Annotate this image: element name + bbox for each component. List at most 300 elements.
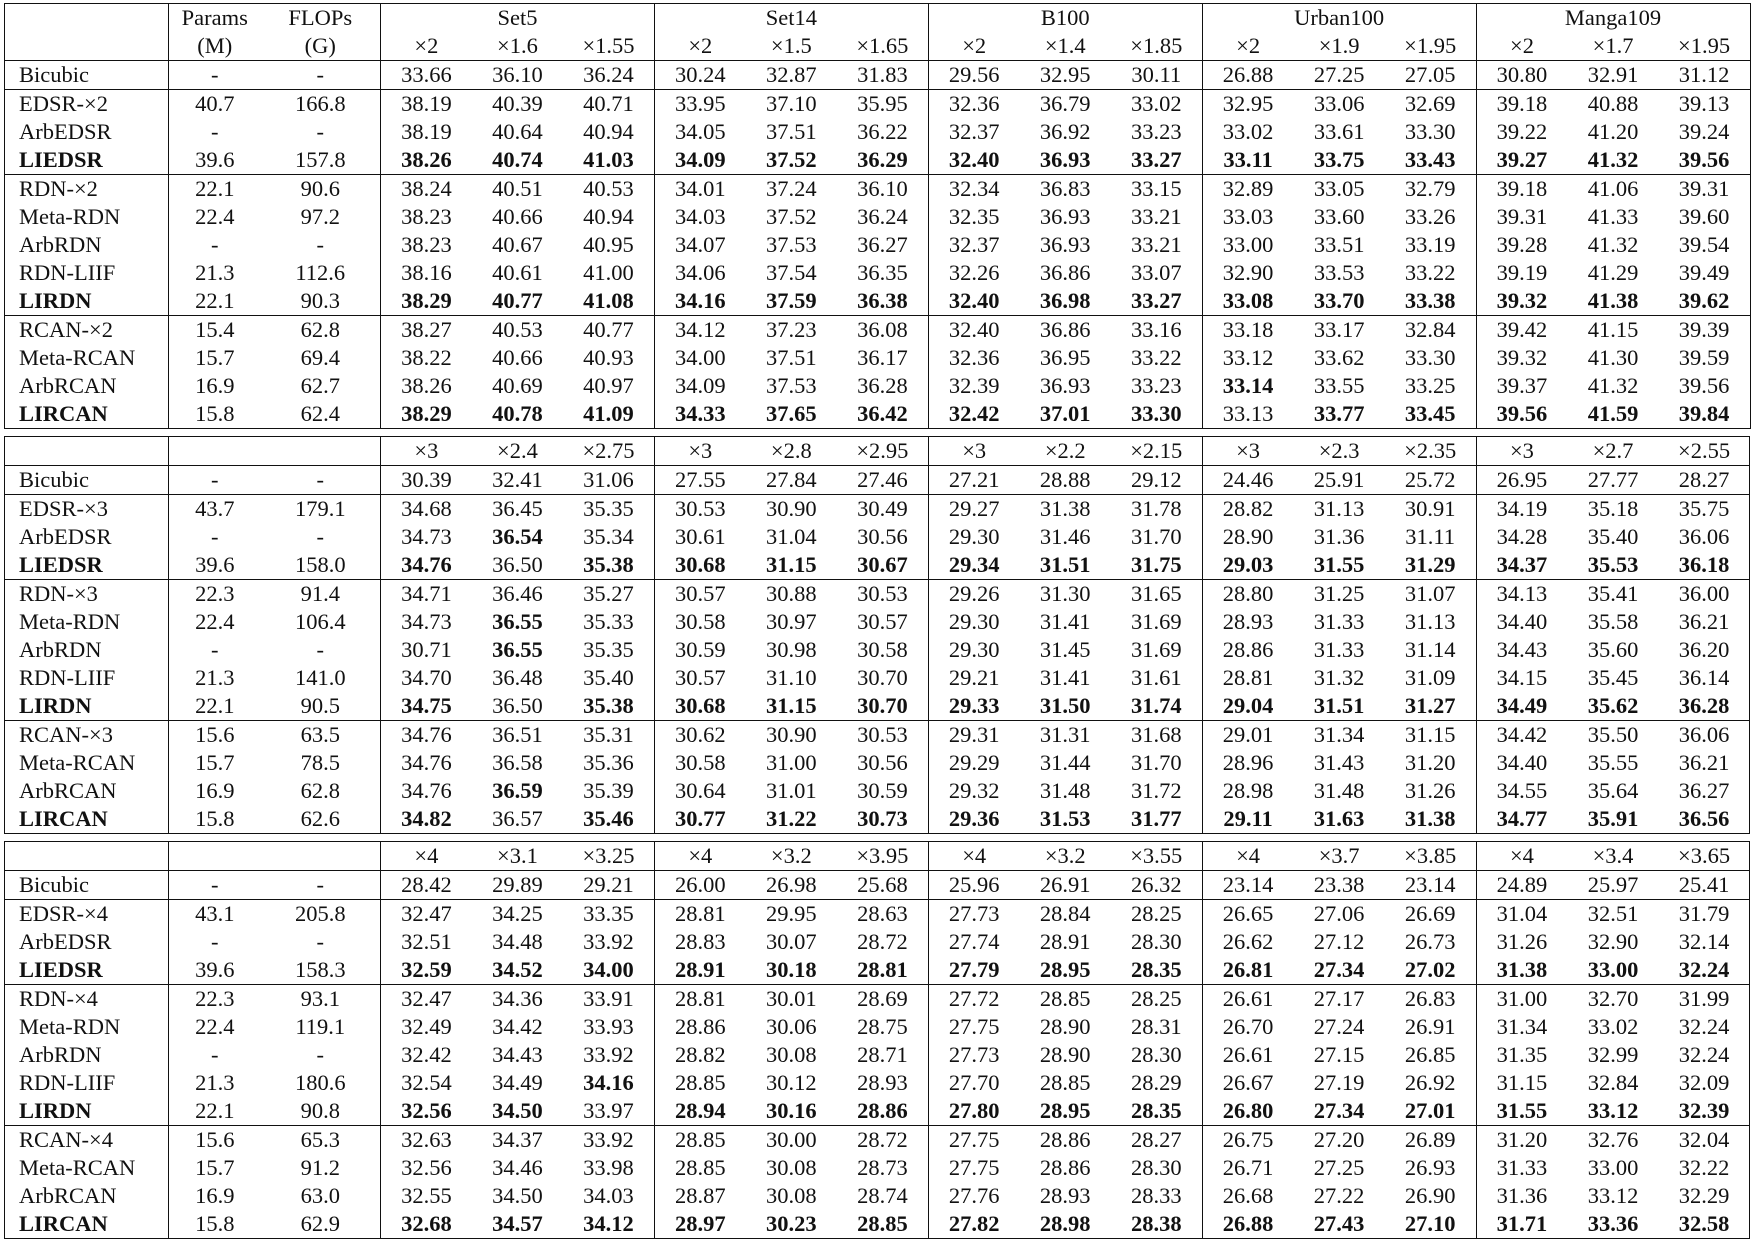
psnr-value: 33.22: [1404, 259, 1456, 285]
psnr-value: 40.39: [472, 90, 563, 119]
psnr-value: 36.27: [857, 231, 908, 257]
table-row: [5, 203, 1751, 231]
table-row: [5, 805, 1750, 834]
psnr-value: 26.61: [1202, 1041, 1293, 1069]
table-row: [5, 664, 1750, 692]
psnr-value: 36.08: [837, 316, 928, 345]
psnr-value: 30.49: [837, 495, 928, 524]
psnr-value: 26.71: [1202, 1154, 1293, 1182]
psnr-value: 26.91: [1404, 1013, 1456, 1039]
psnr-value: 40.53: [472, 316, 563, 345]
psnr-value: 32.41: [472, 466, 563, 495]
psnr-value: 39.37: [1476, 372, 1567, 400]
psnr-value: 33.21: [1130, 203, 1182, 229]
psnr-value: 28.30: [1130, 928, 1182, 954]
psnr-value: 27.77: [1567, 466, 1658, 495]
psnr-value: 28.86: [1202, 636, 1293, 664]
psnr-value: 27.82: [928, 1210, 1019, 1239]
psnr-value: 28.94: [654, 1097, 745, 1126]
scale-block-3: [4, 436, 1750, 834]
psnr-value: 29.01: [1202, 721, 1293, 750]
psnr-value: 33.55: [1313, 372, 1365, 398]
flops-value: -: [316, 928, 324, 954]
psnr-value: 31.27: [1404, 692, 1456, 718]
psnr-value: 31.70: [1130, 523, 1182, 549]
psnr-value: 33.92: [583, 1041, 634, 1067]
scale-header: ×3.65: [1678, 842, 1731, 868]
psnr-value: 36.10: [472, 61, 563, 90]
psnr-value: 34.40: [1476, 608, 1567, 636]
psnr-value: 30.07: [766, 928, 817, 954]
params-value: 22.4: [169, 608, 261, 636]
psnr-value: 36.55: [492, 608, 543, 634]
psnr-value: 31.14: [1404, 636, 1456, 662]
params-unit: [169, 437, 261, 466]
psnr-value: 39.13: [1659, 90, 1750, 119]
psnr-value: 31.43: [1313, 749, 1365, 775]
psnr-value: 32.47: [381, 985, 472, 1014]
flops-value: 90.8: [300, 1097, 340, 1123]
psnr-value: 39.32: [1476, 344, 1567, 372]
psnr-value: 27.75: [928, 1126, 1019, 1155]
psnr-value: 31.45: [1039, 636, 1091, 662]
table-row: [5, 985, 1750, 1014]
psnr-value: 34.00: [583, 956, 634, 982]
psnr-value: 31.44: [1039, 749, 1091, 775]
psnr-value: 32.90: [1587, 928, 1639, 954]
psnr-value: 33.92: [583, 928, 634, 954]
flops-value: 97.2: [300, 203, 340, 229]
psnr-value: 31.34: [1293, 721, 1384, 750]
params-value: 15.7: [169, 1154, 261, 1182]
psnr-value: 30.90: [746, 721, 837, 750]
params-value: 22.1: [169, 692, 261, 721]
psnr-value: 39.42: [1476, 316, 1567, 345]
table-row: [5, 1069, 1750, 1097]
psnr-value: 26.90: [1404, 1182, 1456, 1208]
psnr-value: 31.65: [1111, 580, 1202, 609]
psnr-value: 39.39: [1659, 316, 1750, 345]
psnr-value: 31.63: [1313, 805, 1365, 831]
psnr-value: 31.04: [766, 523, 817, 549]
psnr-value: 31.48: [1313, 777, 1365, 803]
scale-header: ×3: [1476, 437, 1567, 466]
psnr-value: 31.33: [1313, 608, 1365, 634]
psnr-value: 29.32: [928, 777, 1019, 805]
psnr-value: 36.28: [1678, 692, 1730, 718]
psnr-value: 30.70: [857, 664, 908, 690]
psnr-value: 36.42: [857, 400, 908, 426]
psnr-value: 31.04: [1476, 900, 1567, 929]
psnr-value: 39.56: [1678, 372, 1730, 398]
psnr-value: 28.83: [654, 928, 745, 956]
psnr-value: 31.29: [1404, 551, 1456, 577]
method-name: ArbEDSR: [19, 118, 112, 144]
psnr-value: 33.25: [1404, 372, 1456, 398]
psnr-value: 37.23: [746, 316, 837, 345]
psnr-value: 35.91: [1587, 805, 1639, 831]
psnr-value: 33.30: [1404, 344, 1456, 370]
psnr-value: 36.10: [837, 175, 928, 204]
table-row: [5, 608, 1750, 636]
psnr-value: 26.61: [1202, 985, 1293, 1014]
psnr-value: 34.57: [492, 1210, 543, 1236]
psnr-value: 28.98: [1202, 777, 1293, 805]
psnr-value: 30.88: [746, 580, 837, 609]
method-name: ArbEDSR: [19, 523, 112, 549]
psnr-value: 31.20: [1476, 1126, 1567, 1155]
psnr-value: 26.65: [1202, 900, 1293, 929]
psnr-value: 31.70: [1130, 749, 1182, 775]
psnr-value: 31.09: [1404, 664, 1456, 690]
psnr-value: 28.96: [1202, 749, 1293, 777]
psnr-value: 36.59: [492, 777, 543, 803]
method-name: Bicubic: [5, 871, 169, 900]
method-name: ArbRCAN: [19, 1182, 117, 1208]
psnr-value: 28.91: [654, 956, 745, 985]
psnr-value: 32.70: [1567, 985, 1658, 1014]
psnr-value: 35.41: [1567, 580, 1658, 609]
psnr-value: 28.27: [1659, 466, 1750, 495]
table-row: [5, 749, 1750, 777]
psnr-value: 34.37: [1476, 551, 1567, 580]
psnr-value: 31.41: [1039, 664, 1091, 690]
psnr-value: 33.21: [1130, 231, 1182, 257]
psnr-value: 32.40: [928, 287, 1019, 316]
psnr-value: 41.06: [1567, 175, 1658, 204]
scale-header: ×1.6: [497, 32, 538, 58]
psnr-value: 36.93: [1039, 146, 1091, 172]
psnr-value: 24.89: [1476, 871, 1567, 900]
psnr-value: 27.76: [928, 1182, 1019, 1210]
scale-header-row: [5, 32, 1751, 61]
psnr-value: 33.00: [1587, 1154, 1639, 1180]
psnr-value: 28.86: [1039, 1154, 1091, 1180]
params-unit: [169, 842, 261, 871]
psnr-value: 32.42: [928, 400, 1019, 429]
scale-header: ×2.4: [497, 437, 538, 463]
psnr-value: 32.59: [381, 956, 472, 985]
scale-header: ×3.25: [582, 842, 635, 868]
method-name: Meta-RDN: [19, 608, 121, 634]
psnr-value: 41.32: [1587, 146, 1639, 172]
table-row: [5, 721, 1750, 750]
psnr-value: 33.14: [1202, 372, 1293, 400]
psnr-value: 28.93: [857, 1069, 908, 1095]
psnr-value: 36.98: [1039, 287, 1091, 313]
scale-header: ×1.95: [1404, 32, 1457, 58]
psnr-value: 27.25: [1294, 61, 1385, 90]
psnr-value: 30.53: [837, 721, 928, 750]
method-name: ArbRDN: [19, 1041, 102, 1067]
corner-cell: [5, 4, 169, 33]
psnr-value: 29.27: [928, 495, 1019, 524]
psnr-value: 39.24: [1678, 118, 1730, 144]
method-name: ArbRDN: [19, 231, 102, 257]
psnr-value: 30.59: [857, 777, 908, 803]
psnr-value: 28.82: [654, 1041, 745, 1069]
psnr-value: 33.16: [1111, 316, 1202, 345]
dataset-header-manga109: Manga109: [1476, 4, 1750, 33]
flops-unit: [261, 842, 381, 871]
psnr-value: 28.72: [837, 1126, 928, 1155]
table-row: [5, 1126, 1750, 1155]
psnr-value: 39.60: [1678, 203, 1730, 229]
psnr-value: 32.47: [381, 900, 472, 929]
psnr-value: 31.50: [1039, 692, 1091, 718]
psnr-value: 36.79: [1020, 90, 1111, 119]
dataset-header-set5: Set5: [381, 4, 655, 33]
psnr-value: 36.58: [492, 749, 543, 775]
psnr-value: 28.30: [1130, 1041, 1182, 1067]
psnr-value: 36.50: [492, 692, 543, 718]
table-row: [5, 259, 1751, 287]
psnr-value: 40.97: [583, 372, 634, 398]
flops-value: 93.1: [261, 985, 381, 1014]
psnr-value: 30.58: [857, 636, 908, 662]
psnr-value: 33.02: [1202, 118, 1293, 146]
psnr-value: 34.12: [583, 1210, 634, 1236]
psnr-value: 26.81: [1202, 956, 1293, 985]
params-value: -: [169, 636, 261, 664]
psnr-value: 27.46: [837, 466, 928, 495]
psnr-value: 26.73: [1404, 928, 1456, 954]
method-name: RDN-×3: [5, 580, 169, 609]
psnr-value: 33.97: [583, 1097, 634, 1123]
psnr-value: 28.69: [837, 985, 928, 1014]
psnr-value: 35.27: [563, 580, 654, 609]
psnr-value: 26.83: [1385, 985, 1476, 1014]
psnr-value: 27.12: [1313, 928, 1365, 954]
psnr-value: 31.15: [766, 551, 817, 577]
scale-header: ×3.4: [1592, 842, 1634, 868]
params-value: -: [169, 523, 261, 551]
flops-value: 90.5: [300, 692, 340, 718]
psnr-value: 23.14: [1385, 871, 1476, 900]
scale-header: ×2: [928, 32, 1019, 61]
corner-cell: [5, 842, 169, 871]
psnr-value: 27.10: [1404, 1210, 1456, 1236]
psnr-value: 36.17: [857, 344, 908, 370]
psnr-value: 32.36: [928, 90, 1019, 119]
psnr-value: 23.38: [1293, 871, 1384, 900]
method-name: RCAN-×3: [5, 721, 169, 750]
scale-header: ×1.65: [856, 32, 909, 58]
psnr-value: 27.75: [928, 1154, 1019, 1182]
psnr-value: 32.90: [1202, 259, 1293, 287]
params-value: 22.4: [169, 203, 261, 231]
psnr-value: 36.38: [857, 287, 908, 313]
method-name: EDSR-×3: [5, 495, 169, 524]
psnr-value: 38.16: [381, 259, 472, 287]
psnr-value: 29.30: [928, 608, 1019, 636]
params-value: 22.1: [169, 1097, 261, 1126]
psnr-value: 37.51: [766, 344, 817, 370]
psnr-value: 33.98: [583, 1154, 634, 1180]
psnr-value: 28.85: [1020, 985, 1111, 1014]
psnr-value: 32.87: [746, 61, 837, 90]
scale-block-4: [4, 841, 1750, 1239]
psnr-value: 28.86: [1020, 1126, 1111, 1155]
method-name: RDN-LIIF: [19, 664, 116, 690]
psnr-value: 34.16: [583, 1069, 634, 1095]
psnr-value: 34.82: [381, 805, 472, 834]
psnr-value: 32.55: [381, 1182, 472, 1210]
scale-header: ×3.85: [1404, 842, 1457, 868]
psnr-value: 30.56: [857, 523, 908, 549]
table-row: [5, 551, 1750, 580]
psnr-value: 31.01: [766, 777, 817, 803]
psnr-value: 28.90: [1202, 523, 1293, 551]
scale-header: ×2.15: [1130, 437, 1183, 463]
psnr-value: 28.85: [857, 1210, 908, 1236]
psnr-value: 30.01: [746, 985, 837, 1014]
scale-header: ×2.35: [1404, 437, 1457, 463]
params-value: 43.1: [169, 900, 261, 929]
psnr-value: 28.95: [1039, 956, 1091, 982]
psnr-value: 30.70: [857, 692, 908, 718]
scale-header: ×3.7: [1318, 842, 1360, 868]
psnr-value: 37.52: [766, 203, 817, 229]
psnr-value: 29.30: [928, 523, 1019, 551]
psnr-value: 33.60: [1313, 203, 1365, 229]
params-value: 21.3: [169, 259, 261, 287]
psnr-value: 28.82: [1202, 495, 1293, 524]
method-name: LIEDSR: [19, 551, 103, 577]
psnr-value: 36.06: [1678, 523, 1730, 549]
psnr-value: 31.15: [1476, 1069, 1567, 1097]
psnr-value: 39.84: [1678, 400, 1730, 426]
table-row: [5, 871, 1750, 900]
method-name: LIRCAN: [19, 400, 108, 426]
psnr-value: 26.92: [1404, 1069, 1456, 1095]
psnr-value: 26.89: [1385, 1126, 1476, 1155]
method-name: Meta-RDN: [19, 1013, 121, 1039]
psnr-value: 29.03: [1202, 551, 1293, 580]
table-row: [5, 372, 1751, 400]
psnr-value: 27.70: [928, 1069, 1019, 1097]
psnr-value: 27.19: [1313, 1069, 1365, 1095]
method-name: RCAN-×4: [5, 1126, 169, 1155]
psnr-value: 28.85: [654, 1126, 745, 1155]
psnr-value: 39.49: [1678, 259, 1730, 285]
psnr-value: 33.23: [1130, 118, 1182, 144]
psnr-value: 26.98: [746, 871, 837, 900]
psnr-value: 35.38: [583, 551, 634, 577]
method-name: LIRDN: [19, 692, 92, 718]
psnr-value: 36.27: [1678, 777, 1730, 803]
psnr-value: 30.57: [654, 664, 745, 692]
flops-value: 141.0: [294, 664, 346, 690]
psnr-value: 40.66: [492, 344, 543, 370]
psnr-value: 30.91: [1385, 495, 1476, 524]
psnr-value: 31.35: [1476, 1041, 1567, 1069]
psnr-value: 28.25: [1111, 985, 1202, 1014]
scale-header: ×2.75: [582, 437, 635, 463]
psnr-value: 25.72: [1385, 466, 1476, 495]
psnr-value: 31.69: [1130, 608, 1182, 634]
psnr-value: 28.72: [857, 928, 908, 954]
psnr-value: 33.35: [563, 900, 654, 929]
psnr-value: 34.46: [492, 1154, 543, 1180]
flops-value: 158.3: [294, 956, 346, 982]
psnr-value: 35.60: [1587, 636, 1639, 662]
psnr-value: 31.36: [1313, 523, 1365, 549]
psnr-value: 29.95: [746, 900, 837, 929]
psnr-value: 31.55: [1313, 551, 1365, 577]
psnr-value: 31.72: [1130, 777, 1182, 803]
psnr-value: 31.07: [1385, 580, 1476, 609]
psnr-value: 29.26: [928, 580, 1019, 609]
psnr-value: 37.24: [746, 175, 837, 204]
psnr-value: 40.67: [492, 231, 543, 257]
flops-value: -: [261, 466, 381, 495]
scale-header-row: [5, 842, 1750, 871]
psnr-value: 32.22: [1678, 1154, 1730, 1180]
table-row: [5, 777, 1750, 805]
scale-header: ×1.7: [1592, 32, 1634, 58]
dataset-header-b100: B100: [928, 4, 1202, 33]
method-name: Meta-RCAN: [19, 749, 136, 775]
psnr-value: 33.36: [1587, 1210, 1639, 1236]
psnr-value: 36.48: [492, 664, 543, 690]
flops-value: 91.4: [261, 580, 381, 609]
psnr-value: 33.43: [1404, 146, 1456, 172]
psnr-value: 27.01: [1404, 1097, 1456, 1123]
psnr-value: 39.56: [1476, 400, 1567, 429]
psnr-value: 34.76: [381, 721, 472, 750]
psnr-value: 30.68: [654, 551, 745, 580]
psnr-value: 39.32: [1476, 287, 1567, 316]
flops-value: -: [316, 118, 324, 144]
psnr-value: 40.93: [583, 344, 634, 370]
psnr-value: 32.56: [381, 1154, 472, 1182]
psnr-value: 41.15: [1567, 316, 1658, 345]
flops-unit: [261, 437, 381, 466]
psnr-value: 27.15: [1313, 1041, 1365, 1067]
psnr-value: 32.51: [381, 928, 472, 956]
psnr-value: 25.68: [837, 871, 928, 900]
psnr-value: 27.75: [928, 1013, 1019, 1041]
params-value: 15.8: [169, 400, 261, 429]
params-value: -: [169, 466, 261, 495]
params-value: 22.1: [169, 175, 261, 204]
table-row: [5, 146, 1751, 175]
params-value: 16.9: [169, 1182, 261, 1210]
psnr-value: 31.31: [1020, 721, 1111, 750]
psnr-value: 36.18: [1678, 551, 1730, 577]
psnr-value: 31.46: [1039, 523, 1091, 549]
psnr-value: 29.04: [1202, 692, 1293, 721]
psnr-value: 34.73: [381, 523, 472, 551]
psnr-value: 36.93: [1039, 231, 1091, 257]
flops-value: 180.6: [294, 1069, 346, 1095]
psnr-value: 28.27: [1111, 1126, 1202, 1155]
scale-header: ×1.5: [770, 32, 812, 58]
psnr-value: 28.93: [1039, 1182, 1091, 1208]
flops-value: 106.4: [294, 608, 346, 634]
psnr-value: 32.37: [928, 231, 1019, 259]
table-row: [5, 175, 1751, 204]
psnr-value: 32.69: [1385, 90, 1476, 119]
psnr-value: 39.19: [1476, 259, 1567, 287]
method-name: Meta-RCAN: [19, 344, 136, 370]
psnr-value: 32.84: [1385, 316, 1476, 345]
psnr-value: 33.75: [1313, 146, 1365, 172]
params-value: 21.3: [169, 664, 261, 692]
params-value: 15.6: [169, 721, 261, 750]
table-row: [5, 231, 1751, 259]
